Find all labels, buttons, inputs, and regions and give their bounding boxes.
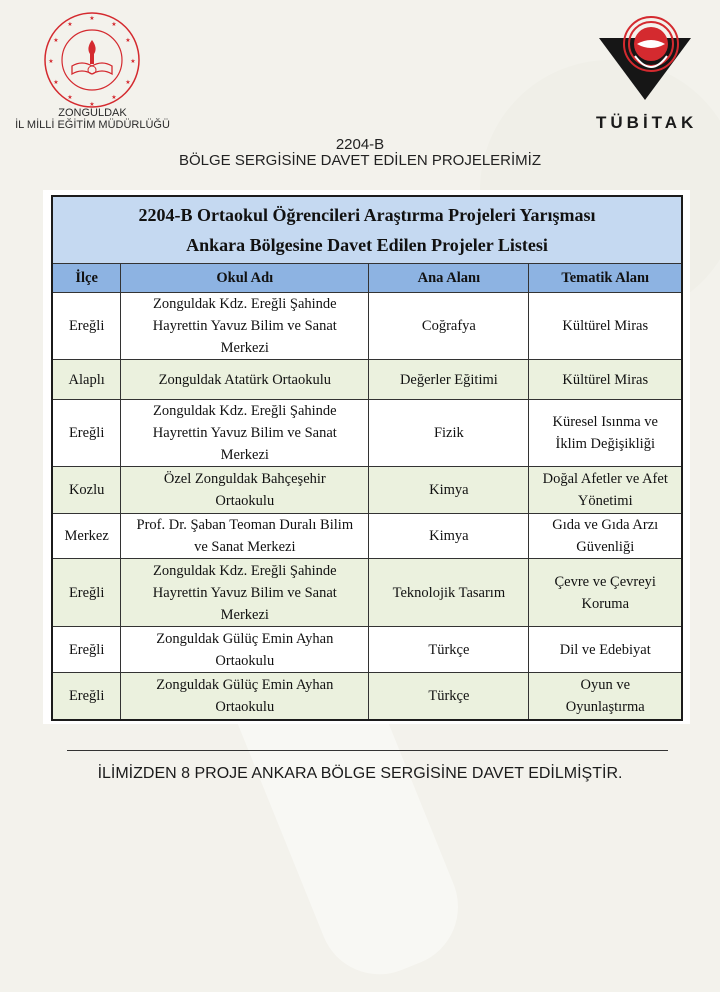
cell-tematik-alan: Oyun ve Oyunlaştırma (529, 673, 682, 720)
divider-line (67, 750, 668, 751)
cell-okul: Zonguldak Kdz. Ereğli Şahinde Hayrettin Yavuz Bilim ve Sanat Merkezi (121, 293, 369, 360)
cell-ilce: Ereğli (52, 627, 121, 673)
cell-ana-alan: Fizik (369, 400, 529, 467)
cell-ana-alan: Türkçe (369, 627, 529, 673)
cell-ilce: Ereğli (52, 293, 121, 360)
cell-ana-alan: Kimya (369, 514, 529, 559)
table-row (52, 293, 682, 360)
cell-tematik-alan: Küresel Isınma ve İklim Değişikliği (529, 400, 682, 467)
projects-table (51, 195, 683, 721)
cell-tematik-alan: Doğal Afetler ve Afet Yönetimi (529, 467, 682, 514)
cell-tematik-alan: Kültürel Miras (529, 293, 682, 360)
table-row (52, 559, 682, 627)
cell-ilce: Ereğli (52, 400, 121, 467)
svg-text:★: ★ (53, 38, 59, 44)
org-name (0, 107, 185, 131)
cell-okul: Zonguldak Kdz. Ereğli Şahinde Hayrettin Yavuz Bilim ve Sanat Merkezi (121, 400, 369, 467)
cell-ana-alan: Değerler Eğitimi (369, 360, 529, 400)
svg-text:★: ★ (67, 95, 73, 101)
cell-tematik-alan: Dil ve Edebiyat (529, 627, 682, 673)
svg-text:★: ★ (48, 59, 54, 65)
partner-name: TÜBİTAK (596, 113, 698, 132)
cell-ilce: Merkez (52, 514, 121, 559)
cell-ilce: Kozlu (52, 467, 121, 514)
table-row (52, 400, 682, 467)
table-row (52, 467, 682, 514)
svg-text:★: ★ (130, 59, 136, 65)
cell-okul: Prof. Dr. Şaban Teoman Duralı Bilim ve Sanat Merkezi (121, 514, 369, 559)
tubitak-logo (595, 8, 695, 103)
table-header-row (52, 264, 682, 293)
cell-ana-alan: Kimya (369, 467, 529, 514)
svg-text:★: ★ (53, 80, 59, 86)
svg-text:★: ★ (111, 22, 117, 28)
svg-text:★: ★ (111, 95, 117, 101)
cell-okul: Zonguldak Atatürk Ortaokulu (121, 360, 369, 400)
cell-ilce: Ereğli (52, 673, 121, 720)
table-row (52, 360, 682, 400)
cell-ana-alan: Türkçe (369, 673, 529, 720)
table-title-line1: 2204-B Ortaokul Öğrencileri Araştırma Projeleri Yarışması (138, 205, 596, 225)
table-row (52, 627, 682, 673)
cell-tematik-alan: Kültürel Miras (529, 360, 682, 400)
svg-text:★: ★ (67, 22, 73, 28)
cell-okul: Zonguldak Gülüç Emin Ayhan Ortaokulu (121, 627, 369, 673)
table-title-line2: Ankara Bölgesine Davet Edilen Projeler Listesi (186, 235, 548, 255)
org-name-line2: İL MİLLİ EĞİTİM MÜDÜRLÜĞÜ (15, 119, 170, 131)
cell-okul: Özel Zonguldak Bahçeşehir Ortaokulu (121, 467, 369, 514)
table-row (52, 673, 682, 720)
svg-text:★: ★ (89, 16, 95, 22)
meb-logo (42, 10, 142, 110)
cell-okul: Zonguldak Kdz. Ereğli Şahinde Hayrettin Yavuz Bilim ve Sanat Merkezi (121, 559, 369, 627)
column-header-tematik-alan: Tematik Alanı (529, 264, 682, 293)
page-subtitle: BÖLGE SERGİSİNE DAVET EDİLEN PROJELERİMİZ (178, 152, 542, 169)
cell-ilce: Alaplı (52, 360, 121, 400)
column-header-ilce: İlçe (52, 264, 121, 293)
column-header-ana-alan: Ana Alanı (369, 264, 529, 293)
org-name-line1: ZONGULDAK (58, 107, 127, 119)
column-header-okul: Okul Adı (121, 264, 369, 293)
program-code: 2204-B (335, 136, 385, 153)
cell-ana-alan: Coğrafya (369, 293, 529, 360)
cell-okul: Zonguldak Gülüç Emin Ayhan Ortaokulu (121, 673, 369, 720)
footer-note: İLİMİZDEN 8 PROJE ANKARA BÖLGE SERGİSİNE DAVET EDİLMİŞTİR. (97, 765, 623, 782)
cell-ana-alan: Teknolojik Tasarım (369, 559, 529, 627)
svg-text:★: ★ (125, 80, 131, 86)
svg-text:★: ★ (89, 102, 95, 108)
cell-tematik-alan: Çevre ve Çevreyi Koruma (529, 559, 682, 627)
table-row (52, 514, 682, 559)
cell-ilce: Ereğli (52, 559, 121, 627)
cell-tematik-alan: Gıda ve Gıda Arzı Güvenliği (529, 514, 682, 559)
table-title (52, 196, 682, 264)
svg-text:★: ★ (125, 38, 131, 44)
